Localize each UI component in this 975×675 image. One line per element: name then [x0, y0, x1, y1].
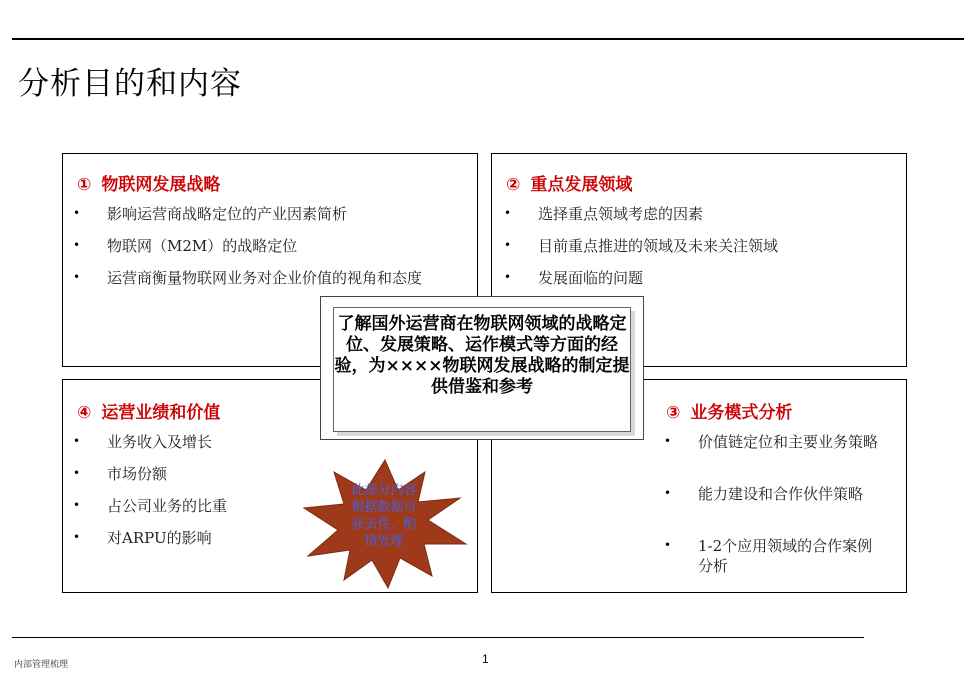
bullet-icon: • — [664, 486, 672, 500]
bullet-icon: • — [504, 206, 512, 220]
bullet-icon: • — [73, 270, 81, 284]
center-callout-text: 了解国外运营商在物联网领域的战略定位、发展策略、运作模式等方面的经验，为××××物联网发展战略的制定提供借鉴和参考 — [334, 314, 630, 397]
quadrant-heading — [77, 170, 220, 195]
quadrant-heading — [77, 398, 220, 423]
center-callout-inner — [333, 307, 631, 432]
bullet-icon: • — [664, 434, 672, 448]
list-item: 价值链定位和主要业务策略 — [698, 433, 879, 451]
bullet-icon: • — [73, 238, 81, 252]
list-item: 运营商衡量物联网业务对企业价值的视角和态度 — [107, 269, 423, 287]
bullet-icon: • — [504, 270, 512, 284]
quadrant-heading — [506, 170, 632, 195]
center-callout — [320, 296, 644, 440]
bottom-rule — [12, 637, 864, 638]
bullet-icon: • — [73, 498, 81, 512]
list-item: 物联网（M2M）的战略定位 — [107, 237, 298, 255]
circled-number: ④ — [77, 403, 92, 423]
list-item: 对ARPU的影响 — [107, 529, 212, 547]
list-item: 目前重点推进的领域及未来关注领域 — [538, 237, 779, 255]
list-item: 占公司业务的比重 — [107, 497, 228, 515]
list-item: 能力建设和合作伙伴策略 — [698, 485, 864, 503]
list-item: 发展面临的问题 — [538, 269, 644, 287]
top-rule — [12, 38, 964, 40]
list-item: 影响运营商战略定位的产业因素简析 — [107, 205, 348, 223]
list-item: 1-2个应用领域的合作案例分析 — [698, 537, 873, 575]
circled-number: ③ — [666, 403, 681, 423]
list-item: 业务收入及增长 — [107, 433, 213, 451]
bullet-icon: • — [664, 538, 672, 552]
starburst-note: 此部分内容根据数据可获去性，酌情处理 — [351, 483, 417, 549]
bullet-icon: • — [73, 434, 81, 448]
heading-text: 重点发展领域 — [530, 175, 633, 195]
bullet-icon: • — [73, 466, 81, 480]
circled-number: ① — [77, 175, 92, 195]
bullet-icon: • — [73, 206, 81, 220]
list-item: 选择重点领域考虑的因素 — [538, 205, 704, 223]
heading-text: 业务模式分析 — [690, 403, 793, 423]
heading-text: 物联网发展战略 — [101, 175, 221, 195]
bullet-icon: • — [504, 238, 512, 252]
list-item: 市场份额 — [107, 465, 168, 483]
footer-label: 内部管理梳理 — [14, 660, 69, 670]
circled-number: ② — [506, 175, 521, 195]
page-title: 分析目的和内容 — [18, 66, 242, 102]
bullet-icon: • — [73, 530, 81, 544]
heading-text: 运营业绩和价值 — [101, 403, 221, 423]
page-number: 1 — [482, 652, 489, 666]
quadrant-heading — [666, 398, 792, 423]
